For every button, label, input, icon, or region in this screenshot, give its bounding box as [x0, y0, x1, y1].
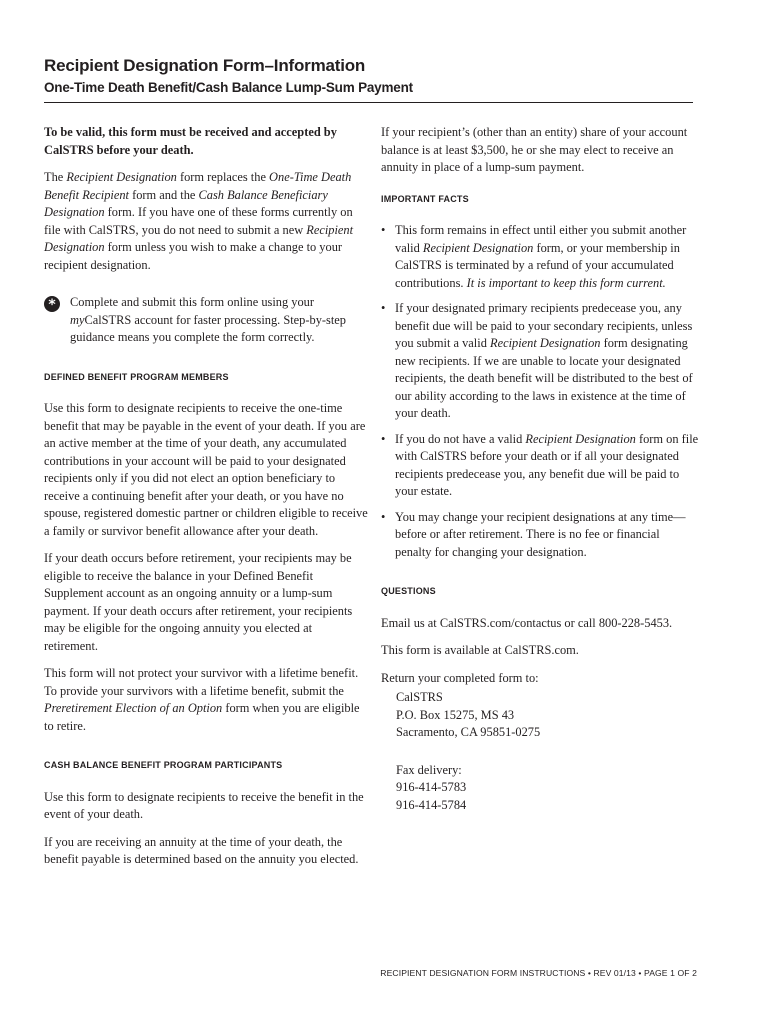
fact-item: • This form remains in effect until either you submit another valid Recipient Designation form, or your membership in CalSTRS is terminated by a refund of your accumulated contributions. It is important to keep this form current. — [381, 222, 699, 292]
cash-balance-paragraph-1: Use this form to designate recipients to receive the benefit in the event of your death. — [44, 789, 364, 821]
document-title: Recipient Designation Form–Information — [44, 56, 366, 75]
important-facts-list — [381, 222, 699, 561]
page-footer: RECIPIENT DESIGNATION FORM INSTRUCTIONS • REV 01/13 • PAGE 1 OF 2 — [380, 968, 697, 978]
defined-benefit-paragraph-1: Use this form to designate recipients to receive the one-time benefit that may be payable in the event of your death. If you are an active member at the time of your death, any accumulated contributions in your account will be paid to your designated recipients only if you did not elect an option beneficiary to receive a continuing benefit after your death, or you have no spouse, registered domestic partner or children eligible to receive a family or survivor benefit allowance after your death. — [44, 401, 368, 538]
fact-item: • If your designated primary recipients predecease you, any benefit due will be paid to your secondary recipients, unless you submit a valid Recipient Designation form designating new recipients. If we are unable to locate your designated recipients, the death benefit will be distributed to the best of our ability according to the laws in existence at the time of your death. — [381, 300, 699, 423]
annuity-paragraph: If your recipient’s (other than an entity) share of your account balance is at least $3,500, he or she may elect to receive an annuity in place of a lump-sum payment. — [381, 125, 688, 174]
defined-benefit-paragraph-3: This form will not protect your survivor with a lifetime benefit. To provide your survivors with a lifetime benefit, submit the Preretirement Election of an Option form when you are eligible to retire. — [44, 666, 360, 733]
fax-number: 916-414-5784 — [396, 797, 467, 812]
fax-number: 916-414-5783 — [396, 780, 467, 794]
contact-line: Email us at CalSTRS.com/contactus or call 800-228-5453. — [381, 615, 673, 630]
online-tip — [44, 294, 368, 347]
defined-benefit-heading: DEFINED BENEFIT PROGRAM MEMBERS — [44, 371, 229, 382]
online-tip-text: Complete and submit this form online using your myCalSTRS account for faster processing. Step-by-step guidance means you complete the form correctly. — [70, 295, 346, 344]
address-line: Sacramento, CA 95851-0275 — [396, 725, 541, 739]
fact-item: • You may change your recipient designations at any time—before or after retirement. There is no fee or financial penalty for changing your designation. — [381, 509, 699, 562]
return-instruction: Return your completed form to: — [381, 670, 539, 685]
asterisk-icon: * — [44, 296, 60, 312]
intro-paragraph: The Recipient Designation form replaces the One-Time Death Benefit Recipient form and the Cash Balance Beneficiary Designation form. If you have one of these forms currently on file with CalSTRS, you do not need to submit a new Recipient Designation form unless you wish to make a change to your recipient designation. — [44, 170, 354, 272]
left-column — [44, 124, 368, 879]
document-subtitle: One-Time Death Benefit/Cash Balance Lump-Sum Payment — [44, 80, 413, 95]
address-line: P.O. Box 15275, MS 43 — [396, 707, 515, 722]
availability-line: This form is available at CalSTRS.com. — [381, 643, 579, 657]
fact-item: • If you do not have a valid Recipient Designation form on file with CalSTRS before your death or if all your designated recipients predecease you, any benefit due will be paid to your estate. — [381, 431, 699, 501]
validity-statement: To be valid, this form must be received and accepted by CalSTRS before your death. — [44, 125, 337, 157]
cash-balance-paragraph-2: If you are receiving an annuity at the time of your death, the benefit payable is determined based on the annuity you elected. — [44, 834, 359, 866]
fax-label: Fax delivery: — [396, 762, 462, 777]
defined-benefit-paragraph-2: If your death occurs before retirement, your recipients may be eligible to receive the balance in your Defined Benefit Supplement account as an ongoing annuity or a lump-sum payment. If your death occurs after retirement, your recipients may be eligible for the ongoing annuity you elected at retirement. — [44, 551, 353, 653]
right-column — [381, 124, 699, 814]
address-line: CalSTRS — [396, 690, 443, 704]
mailing-address — [381, 689, 699, 742]
questions-heading: QUESTIONS — [381, 586, 436, 596]
cash-balance-heading: CASH BALANCE BENEFIT PROGRAM PARTICIPANTS — [44, 760, 283, 770]
important-facts-heading: IMPORTANT FACTS — [381, 193, 469, 204]
header-rule — [44, 102, 693, 103]
fax-block — [381, 762, 699, 815]
